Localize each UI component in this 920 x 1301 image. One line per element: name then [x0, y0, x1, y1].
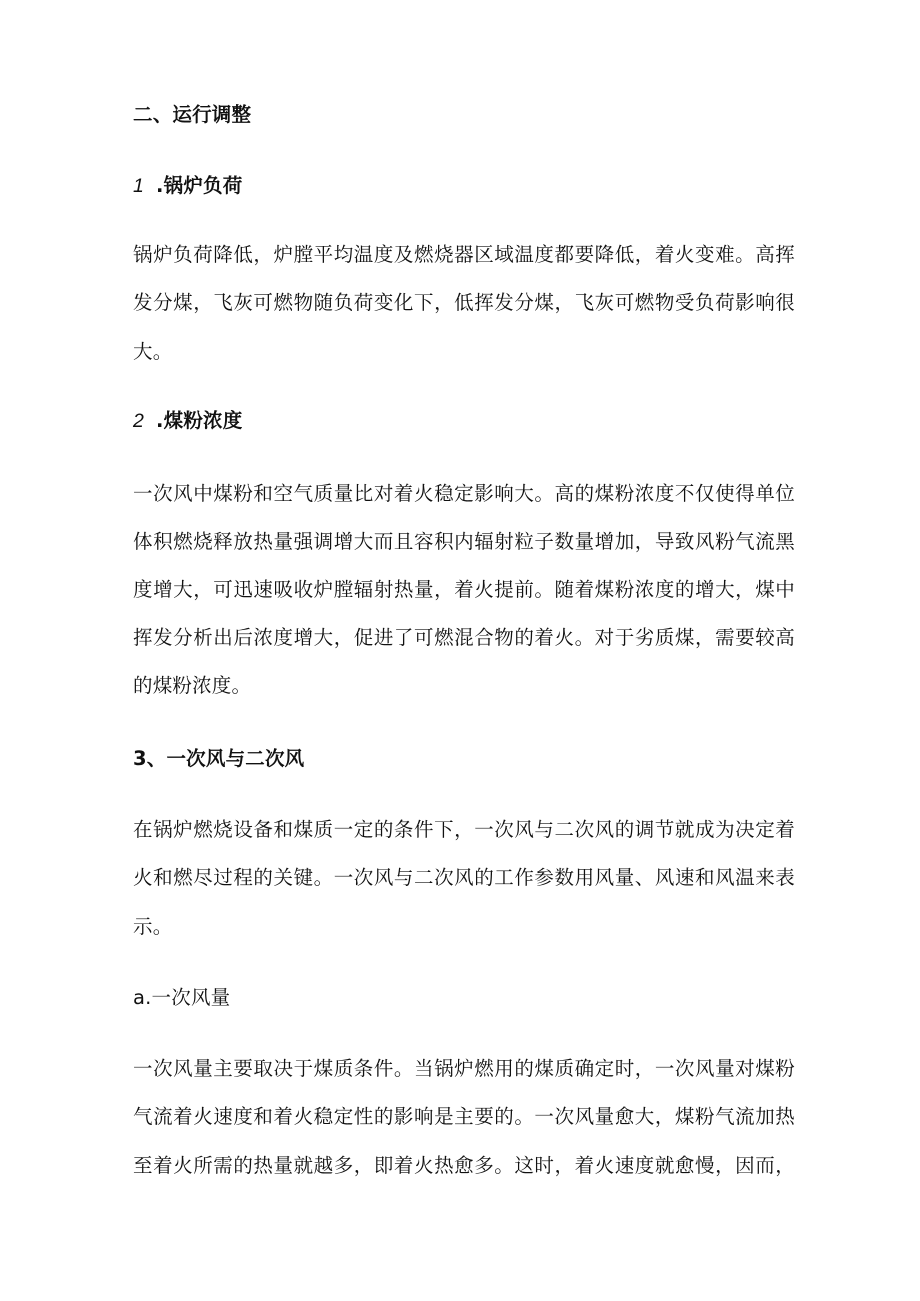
paragraph-line: 挥发分析出后浓度增大，促进了可燃混合物的着火。对于劣质煤，需要较高: [133, 626, 795, 649]
paragraph-line: 示。: [133, 915, 173, 938]
paragraph-line: 大。: [133, 340, 173, 363]
paragraph-line: 发分煤，飞灰可燃物随负荷变化下，低挥发分煤，飞灰可燃物受负荷影响很: [133, 291, 795, 314]
paragraph-line: 锅炉负荷降低，炉膛平均温度及燃烧器区域温度都要降低，着火变难。高挥: [133, 243, 795, 266]
paragraph-line: 气流着火速度和着火稳定性的影响是主要的。一次风量愈大，煤粉气流加热: [133, 1105, 795, 1128]
subheading-primary-air-volume: a.一次风量: [133, 986, 231, 1009]
subheading-text: .煤粉浓度: [156, 409, 243, 432]
subheading-primary-secondary-air: 3、一次风与二次风: [133, 747, 305, 770]
paragraph-line: 体积燃烧释放热量强调增大而且容积内辐射粒子数量增加，导致风粉气流黑: [133, 530, 795, 553]
subheading-boiler-load: [133, 174, 242, 198]
paragraph-line: 至着火所需的热量就越多，即着火热愈多。这时，着火速度就愈慢，因而，: [133, 1154, 795, 1177]
paragraph-line: 一次风中煤粉和空气质量比对着火稳定影响大。高的煤粉浓度不仅使得单位: [133, 482, 795, 505]
section-title: 二、运行调整: [133, 103, 252, 126]
paragraph-line: 在锅炉燃烧设备和煤质一定的条件下，一次风与二次风的调节就成为决定着: [133, 818, 795, 841]
subheading-text: .锅炉负荷: [156, 174, 243, 197]
paragraph-line: 度增大，可迅速吸收炉膛辐射热量，着火提前。随着煤粉浓度的增大，煤中: [133, 578, 795, 601]
paragraph-line: 一次风量主要取决于煤质条件。当锅炉燃用的煤质确定时，一次风量对煤粉: [133, 1057, 795, 1080]
subheading-number: 1: [133, 175, 145, 197]
subheading-number: 2: [133, 410, 145, 432]
paragraph-line: 的煤粉浓度。: [133, 674, 252, 697]
subheading-coal-concentration: [133, 409, 242, 433]
paragraph-line: 火和燃尽过程的关键。一次风与二次风的工作参数用风量、风速和风温来表: [133, 866, 795, 889]
